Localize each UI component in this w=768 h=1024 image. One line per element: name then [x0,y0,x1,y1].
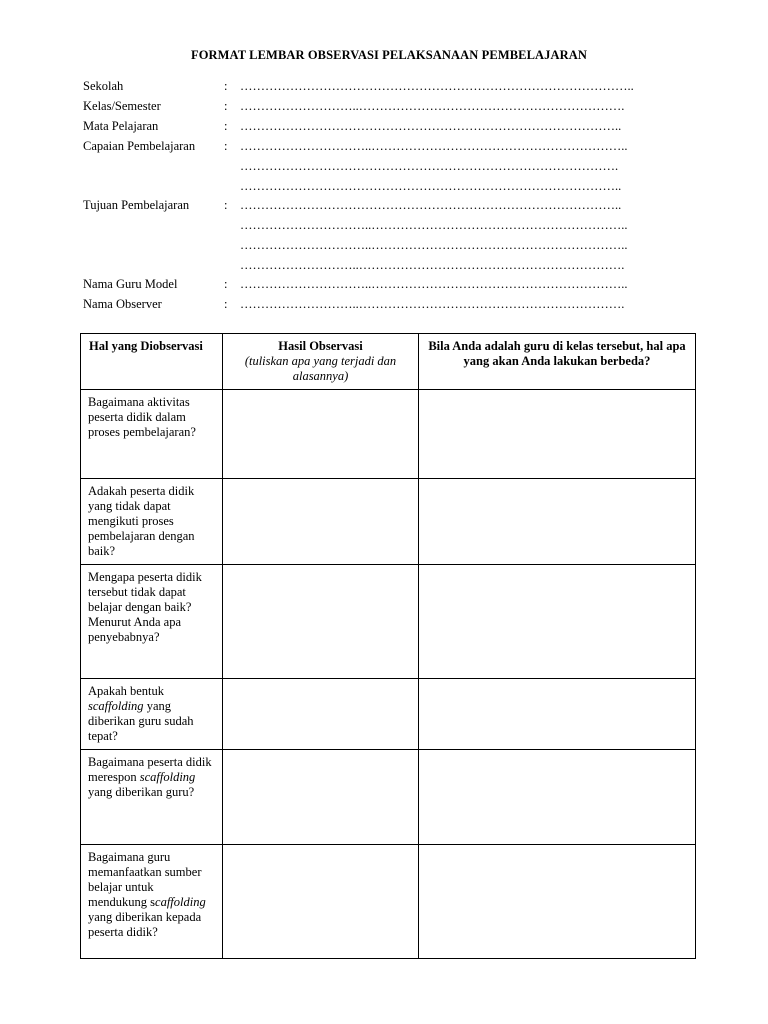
field-fill-line-continuation[interactable]: ………………………………………………………………………………. [240,159,619,173]
field-fill-line-continuation[interactable]: …………………………..…………………………………………………….. [240,218,628,232]
question-cell [81,845,223,959]
observation-table [80,333,696,959]
question-text: Bagaimana guru memanfaatkan sumber belajar untuk mendukung s [88,850,202,909]
table-row [81,679,696,750]
question-cell [81,679,223,750]
field-fill-line-continuation[interactable]: ………………………..………………………………………………………. [240,258,625,272]
answer-cell-hasil[interactable] [223,750,419,845]
table-header-row [81,334,696,390]
question-text: Apakah bentuk [88,684,165,698]
table-row [81,845,696,959]
question-text: yang diberikan kepada peserta didik? [88,910,202,939]
field-fill-line[interactable]: …………………………..…………………………………………………….. [240,139,628,153]
page-title: FORMAT LEMBAR OBSERVASI PELAKSANAAN PEMBELAJARAN [190,48,588,62]
field-label: Tujuan Pembelajaran [83,198,190,212]
header-hasil-observasi [223,334,419,390]
field-fill-line-continuation[interactable]: …………………………..…………………………………………………….. [240,238,628,252]
field-colon: : [224,198,228,212]
answer-cell-hasil[interactable] [223,390,419,479]
question-cell [81,565,223,679]
table-row [81,750,696,845]
question-cell [81,479,223,565]
question-text: Mengapa peserta didik tersebut tidak dapat belajar dengan baik? Menurut Anda apa penyebabnya? [88,570,202,644]
table-row [81,479,696,565]
question-cell [81,390,223,479]
field-fill-line[interactable]: ……………………………………………………………………………….. [240,198,622,212]
field-colon: : [224,277,228,291]
answer-cell-hasil[interactable] [223,679,419,750]
header-bila-anda-guru: Bila Anda adalah guru di kelas tersebut, hal apa yang akan Anda lakukan berbeda? [419,334,696,390]
answer-cell-hasil[interactable] [223,565,419,679]
field-colon: : [224,297,228,311]
field-colon: : [224,99,228,113]
field-label: Sekolah [83,79,124,93]
field-label: Kelas/Semester [83,99,161,113]
field-colon: : [224,139,228,153]
field-colon: : [224,79,228,93]
question-text: Bagaimana aktivitas peserta didik dalam proses pembelajaran? [88,395,196,439]
answer-cell-berbeda[interactable] [419,845,696,959]
field-fill-line-continuation[interactable]: ……………………………………………………………………………….. [240,179,622,193]
question-text: Bagaimana peserta didik merespon [88,755,212,784]
field-label: Nama Observer [83,297,162,311]
question-emphasis: scaffolding [139,770,196,784]
field-label: Nama Guru Model [83,277,178,291]
answer-cell-berbeda[interactable] [419,679,696,750]
field-fill-line[interactable]: ……………………………………………………………………………….. [240,119,622,133]
field-fill-line[interactable]: ………………………..………………………………………………………. [240,99,625,113]
field-fill-line[interactable]: …………………………..…………………………………………………….. [240,277,628,291]
question-text: yang diberikan guru? [88,785,195,799]
field-label: Capaian Pembelajaran [83,139,196,153]
field-fill-line[interactable]: ………………………..………………………………………………………. [240,297,625,311]
field-fill-line[interactable]: ………………………………………………………………………………….. [240,79,634,93]
field-colon: : [224,119,228,133]
question-emphasis: scaffolding [88,699,144,713]
question-text: Adakah peserta didik yang tidak dapat mengikuti proses pembelajaran dengan baik? [88,484,195,558]
answer-cell-hasil[interactable] [223,845,419,959]
question-cell [81,750,223,845]
answer-cell-berbeda[interactable] [419,390,696,479]
answer-cell-berbeda[interactable] [419,565,696,679]
answer-cell-berbeda[interactable] [419,750,696,845]
table-row [81,390,696,479]
header-hasil-observasi-title: Hasil Observasi [278,339,363,353]
table-row [81,565,696,679]
question-text: yang diberikan guru sudah tepat? [88,699,194,743]
question-emphasis: caffolding [155,895,206,909]
header-hasil-observasi-note: (tuliskan apa yang terjadi dan alasannya) [244,354,397,383]
header-hal-diobservasi: Hal yang Diobservasi [81,334,223,390]
answer-cell-hasil[interactable] [223,479,419,565]
field-label: Mata Pelajaran [83,119,159,133]
answer-cell-berbeda[interactable] [419,479,696,565]
